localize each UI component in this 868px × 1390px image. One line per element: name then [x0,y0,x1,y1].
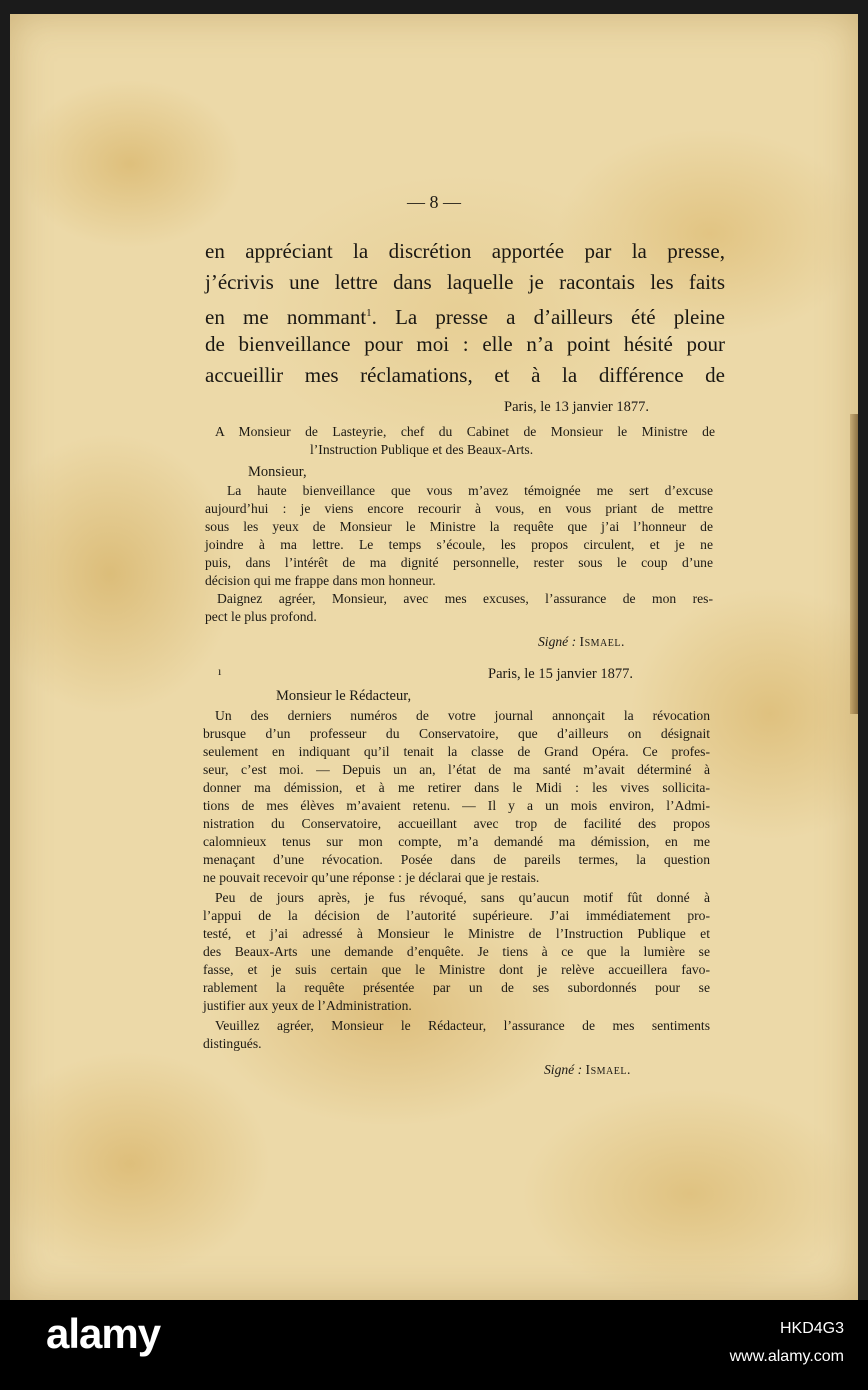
letter2-body-line: Veuillez agréer, Monsieur le Rédacteur, l’assurance de mes sentiments [215,1018,710,1033]
letter2-body-line: justifier aux yeux de l’Administration. [203,998,412,1013]
letter1-addressee-line: l’Instruction Publique et des Beaux-Arts. [310,442,534,457]
letter1-body-line: Daignez agréer, Monsieur, avec mes excuses, l’assurance de mon res- [217,591,713,606]
letter1-signature [538,633,625,651]
letter2-body-line: tions de mes élèves m’avaient retenu. — Il y a un mois environ, l’Admi- [203,798,710,813]
letter2-body-line: distingués. [203,1036,262,1051]
letter1-body-line: La haute bienveillance que vous m’avez témoignée me sert d’excuse [227,483,713,498]
main-text-line: en me nommant$^1$. La presse a d’ailleurs été pleine [205,305,726,329]
letter2-body-line: des Beaux-Arts une demande d’enquête. Je tiens à ce que la lumière se [203,944,710,959]
watermark-url: www.alamy.com [729,1348,844,1365]
watermark-banner [0,1300,868,1390]
main-text-line: j’écrivis une lettre dans laquelle je racontais les faits [205,270,725,294]
letter2-body-line: menaçant d’une révocation. Posée dans de pareils termes, la question [203,852,710,867]
letter2-body-line: Peu de jours après, je fus révoqué, sans qu’aucun motif fût donné à [215,890,710,905]
paper-page [10,14,858,1300]
main-text-line: en appréciant la discrétion apportée par la presse, [205,239,725,263]
letter2-dateline: Paris, le 15 janvier 1877. [488,666,633,682]
letter1-signed-label: Signé : [538,634,577,649]
letter1-body-line: pect le plus profond. [205,609,317,624]
main-text-fragment: La presse a d’ailleurs été pleine [395,305,726,329]
letter2-body-line: brusque d’un professeur du Conservatoire, que d’ailleurs on désignait [203,726,710,741]
letter2-body-line: fasse, et je suis certain que le Ministre dont je relève accueillera favo- [203,962,710,977]
letter2-body-line: nistration du Conservatoire, accueillant avec trop de facilité des propos [203,816,710,831]
letter2-signed-label: Signé : [544,1062,583,1077]
letter1-body-line: joindre à ma lettre. Le temps s’écoule, les propos circulent, et je ne [205,537,713,552]
letter1-body-line: aujourd’hui : je viens encore recourir à vous, en vous priant de mettre [205,501,713,516]
letter1-signed-name: Ismael. [579,634,625,649]
letter2-body-line: Un des derniers numéros de votre journal annonçait la révocation [215,708,710,723]
letter2-signature [544,1061,631,1079]
letter2-signed-name: Ismael. [585,1062,631,1077]
letter2-body-line: calomnieux tenus sur mon compte, m’a demandé ma démission, en me [203,834,710,849]
letter1-dateline: Paris, le 13 janvier 1877. [504,399,649,415]
main-text-fragment: en me nommant [205,305,367,329]
page-number: — 8 — [407,192,461,212]
page-spine-shadow [850,414,858,714]
watermark-image-id: HKD4G3 [779,1320,844,1337]
letter1-addressee-line: A Monsieur de Lasteyrie, chef du Cabinet de Monsieur le Ministre de [215,424,715,439]
stray-mark: ı [218,664,222,678]
footnote-marker: 1 [366,307,372,319]
letter2-body-line: ne pouvait recevoir qu’une réponse : je déclarai que je restais. [203,870,540,885]
letter1-body-line: puis, dans l’intérêt de ma dignité personnelle, rester sous le coup d’une [205,555,713,570]
letter1-salutation: Monsieur, [248,464,307,480]
letter2-body-line: donner ma démission, et à me retirer dans le Midi : les vives sollicita- [203,780,710,795]
letter2-body-line: l’appui de la décision de l’autorité supérieure. J’ai immédiatement pro- [203,908,710,923]
letter2-salutation: Monsieur le Rédacteur, [276,688,412,704]
letter2-body-line: rablement la requête présentée par un de ses subordonnés pour se [203,980,710,995]
letter1-body-line: décision qui me frappe dans mon honneur. [205,573,436,588]
main-text-line: de bienveillance pour moi : elle n’a point hésité pour [205,332,725,356]
watermark-logo: alamy [46,1310,161,1357]
main-text-line: accueillir mes réclamations, et à la différence de [205,363,725,387]
letter2-body-line: testé, et j’ai adressé à Monsieur le Ministre de l’Instruction Publique et [203,926,710,941]
letter2-body-line: seulement en indiquant qu’il tenait la classe de Grand Opéra. Ce profes- [203,744,710,759]
letter2-body-line: seur, c’est moi. — Depuis un an, l’état de ma santé m’avait déterminé à [203,762,710,777]
letter1-body-line: sous les yeux de Monsieur le Ministre la requête que j’ai l’honneur de [205,519,713,534]
